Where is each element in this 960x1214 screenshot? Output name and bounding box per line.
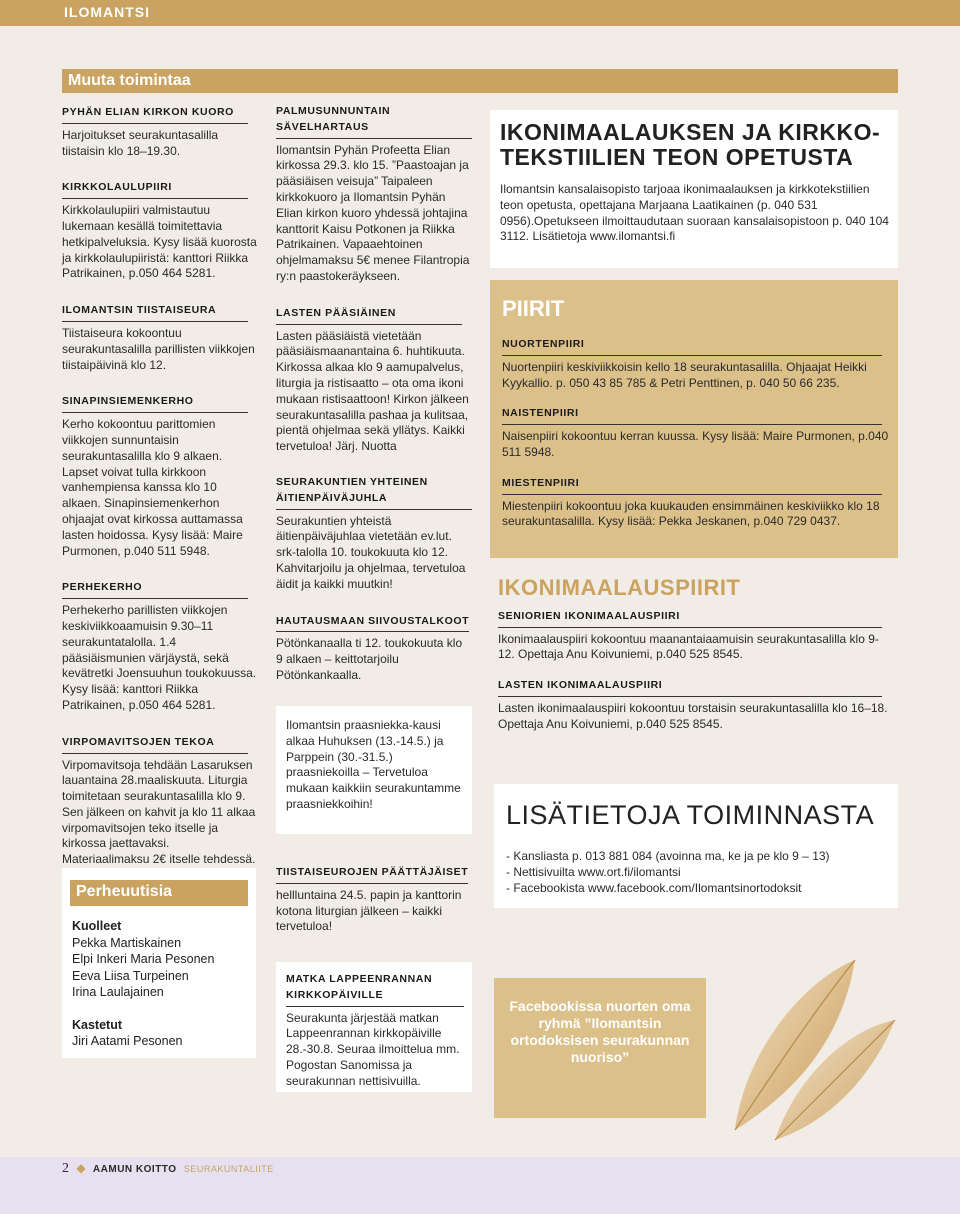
article-heading: TIISTAISEUROJEN PÄÄTTÄJÄISET [276,865,468,884]
more-info-title: LISÄTIETOJA TOIMINNASTA [506,800,875,830]
article-text: Ilomantsin Pyhän Profeetta Elian kirkossa 29.3. klo 15. ”Paastoajan ja pääsiäisen veisuja” Taipaleen kirkkokuoro ja Ilomantsin Pyhän Elian kirkon kuoro yhdessä johtajina kanttorit Kaisu Potkonen ja Riikka Patrikainen. Vapaaehtoinen ohjelmamaksu 5€ menee Filantropia ry:n paastokeräykseen. [276,142,470,283]
footer-subtitle: SEURAKUNTALIITE [183,1164,274,1174]
article-kuoro [62,104,258,159]
article-heading: LASTEN PÄÄSIÄINEN [276,306,462,325]
circle-heading: NUORTENPIIRI [502,337,882,356]
icon-painting-text: Ilomantsin kansalaisopisto tarjoaa ikonimaalauksen ja kirkkotekstiilien teon opetusta, opettajana Marjaana Laatikainen (p. 040 531 0956).Opetukseen ilmoittaudutaan suoraan kansalaisopistoon p. 040 104 3112. Lisätietoja www.ilomantsi.fi [500,182,889,244]
article-virpomavitsat [62,734,258,868]
article-heading: MATKA LAPPEENRANNAN KIRKKOPÄIVILLE [286,972,464,1007]
section-header [62,69,898,93]
icon-circle-item [498,608,892,663]
more-info-item: - Facebookista www.facebook.com/Ilomantsinortodoksit [506,881,802,895]
circle-text: Nuortenpiiri keskiviikkoisin kello 18 seurakuntasalilla. Ohjaajat Heikki Kyykallio. p. 050 43 85 785 & Petri Penttinen, p. 040 50 66 235. [502,359,867,390]
deceased-name: Pekka Martiskainen [72,935,182,950]
article-text: Virpomavitsoja tehdään Lasaruksen lauantaina 28.maaliskuuta. Liturgia toimitetaan seurakuntasalilla klo 9. Sen jälkeen on kahvit ja klo 11 alkaa virpomavitsojen teko itselle ja kirkossa jaettavaksi. Materiaalimaksu 2€ itselle tehdessä. [62,757,256,867]
circle-text: Miestenpiiri kokoontuu joka kuukauden ensimmäinen keskiviikko klo 18 seurakuntasalilla. Kysy lisää: Pekka Jeskanen, p.040 729 0437. [502,498,880,529]
icon-circle-heading: SENIORIEN IKONIMAALAUSPIIRI [498,609,882,628]
article-tiistaiseura-paattajaiset [276,864,472,935]
circle-item [502,475,890,530]
article-savelhartaus [276,104,472,285]
praasniekka-box [276,706,472,834]
icon-circles-section [498,575,892,747]
circle-item [502,336,890,391]
article-tiistaiseura [62,302,258,373]
article-text: Lasten pääsiäistä vietetään pääsiäismaanantaina 6. huhtikuuta. Kirkossa alkaa klo 9 aamupalvelus, liturgia ja ristisaatto – ota oma ikoni mukaan ristisaattoon! Kirkon jälkeen seurakuntasalilla pashaa ja kulitsaa, pientä ohjelmaa sekä yllätys. Kaikki tervetuloa! Järj. Nuotta [276,328,469,454]
article-text: Kerho kokoontuu parittomien viikkojen sunnuntaisin seurakuntasalilla klo 9 alkaen. Lapset voivat tulla kirkkoon vanhempiensa kanssa klo 10 alkaen. Sinapinsiemenkerhon ohjaajat ovat kirkossa auttamassa lasten hoidossa. Kysy lisää: Maire Purmonen, p.040 511 5948. [62,417,243,558]
article-heading: SEURAKUNTIEN YHTEINEN ÄITIENPÄIVÄJUHLA [276,475,472,510]
icon-painting-box [490,110,898,268]
deceased-name: Elpi Inkeri Maria Pesonen [72,952,215,966]
article-siivoustalkoot [276,613,472,684]
column-middle [276,104,472,704]
deceased-label: Kuolleet [72,919,122,933]
article-heading: HAUTAUSMAAN SIIVOUSTALKOOT [276,614,469,633]
article-text: Harjoitukset seurakuntasalilla tiistaisin klo 18–19.30. [62,127,219,158]
praasniekka-text: Ilomantsin praasniekka-kausi alkaa Huhuksen (13.-14.5.) ja Parppein (30.-31.5.) praasniekoilla – Tervetuloa mukaan kaikkiin seurakuntamme praasniekkoihin! [286,718,461,811]
feather-illustration [705,950,905,1150]
article-text: hellluntaina 24.5. papin ja kanttorin kotona liturgian jälkeen – kaikki tervetuloa! [276,887,462,934]
article-heading: ILOMANTSIN TIISTAISEURA [62,303,248,322]
article-text: Kirkkolaulupiiri valmistautuu lukemaan kesällä toimitettavia hetkipalveluksia. Kysy lisää kuorosta ja kirkkolaulupiiristä: kanttori Riikka Patrikainen, p.050 464 5281. [62,203,257,281]
trip-box [276,962,472,1092]
column-left [62,104,258,888]
article-aitienpaiva [276,475,472,593]
baptized-label: Kastetut [72,1017,123,1032]
article-text: Seurakunta järjestää matkan Lappeenrannan kirkkopäiville 28.-30.8. Seuraa ilmoittelua mm. Pogostan Sanomissa ja seurakunnan nettisivuilla. [286,1010,460,1088]
article-text: Pötönkanaalla ti 12. toukokuuta klo 9 alkaen – keittotarjoilu Pötönkankaalla. [276,636,463,682]
article-heading: PERHEKERHO [62,580,248,599]
circle-heading: NAISTENPIIRI [502,406,882,425]
page-number: 2 [62,1161,69,1176]
more-info-item: - Nettisivuilta www.ort.fi/ilomantsi [506,865,681,879]
circle-item [502,405,890,460]
baptized-name: Jiri Aatami Pesonen [72,1034,183,1048]
footer [62,1161,274,1177]
icon-painting-title-line: IKONIMAALAUKSEN JA KIRKKO- [500,119,881,145]
circle-text: Naisenpiiri kokoontuu kerran kuussa. Kysy lisää: Maire Purmonen, p.040 511 5948. [502,429,889,459]
article-text: Seurakuntien yhteistä äitienpäiväjuhlaa vietetään ev.lut. srk-talolla 10. toukokuuta klo 12. Kahvitarjoilu ja ohjelmaa, tervetuloa äidit ja kaikki muutkin! [276,513,466,591]
icon-painting-title-line: TEKSTIILIEN TEON OPETUSTA [500,144,854,170]
icon-painting-title [500,120,880,170]
article-perhekerho [62,579,258,713]
more-info-list [506,848,830,896]
article-heading: PYHÄN ELIAN KIRKON KUORO [62,105,248,124]
publication-location: ILOMANTSI [64,4,150,20]
article-text: Perhekerho parillisten viikkojen keskiviikkoaamuisin 9.30–11 seurakuntatalolla. 1.4 pääsiäismunien värjäystä, sekä kevätretki Joensuuhun toukokuussa. Kysy lisää: kanttori Riikka Patrikainen, p.050 464 5281. [62,603,257,712]
top-banner [0,0,960,26]
circles-list [502,336,890,544]
circles-box [490,280,898,558]
circle-heading: MIESTENPIIRI [502,476,882,495]
deceased-name: Eeva Liisa Turpeinen [72,968,189,983]
more-info-box [494,784,898,908]
family-news-box [62,868,256,1058]
icon-circle-item [498,677,892,732]
circles-title: PIIRIT [502,296,565,321]
icon-circle-text: Ikonimaalauspiiri kokoontuu maanantaiaamuisin seurakuntasalilla klo 9-12. Opettaja Anu Koivuniemi, p.040 525 8545. [498,631,879,662]
footer-brand: AAMUN KOITTO [92,1164,177,1175]
icon-circle-heading: LASTEN IKONIMAALAUSPIIRI [498,678,882,697]
article-lasten-paasiainen [276,305,472,455]
article-kirkkolaulupiiri [62,179,258,282]
facebook-text: Facebookissa nuorten oma ryhmä ”Ilomantsin ortodoksisen seurakunnan nuoriso” [509,998,691,1065]
article-text: Tiistaiseura kokoontuu seurakuntasalilla parillisten viikkojen tiistaipäivinä klo 12. [62,325,255,372]
article-heading: VIRPOMAVITSOJEN TEKOA [62,735,248,754]
facebook-box [494,978,706,1118]
article-heading: SINAPINSIEMENKERHO [62,394,248,413]
icon-circles-title: IKONIMAALAUSPIIRIT [498,575,741,600]
section-title: Muuta toimintaa [68,72,191,89]
more-info-item: - Kansliasta p. 013 881 084 (avoinna ma, ke ja pe klo 9 – 13) [506,849,830,863]
article-heading: PALMUSUNNUNTAIN SÄVELHARTAUS [276,104,472,139]
article-heading: KIRKKOLAULUPIIRI [62,180,248,199]
deceased-name: Irina Laulajainen [72,985,164,999]
family-news-body [72,918,214,1050]
family-news-title: Perheuutisia [70,880,248,906]
diamond-icon: ◆ [76,1161,86,1175]
icon-circle-text: Lasten ikonimaalauspiiri kokoontuu torstaisin seurakuntasalilla klo 16–18. Opettaja Anu Koivuniemi, p.040 525 8545. [498,700,888,731]
article-sinapinsiemenkerho [62,393,258,559]
